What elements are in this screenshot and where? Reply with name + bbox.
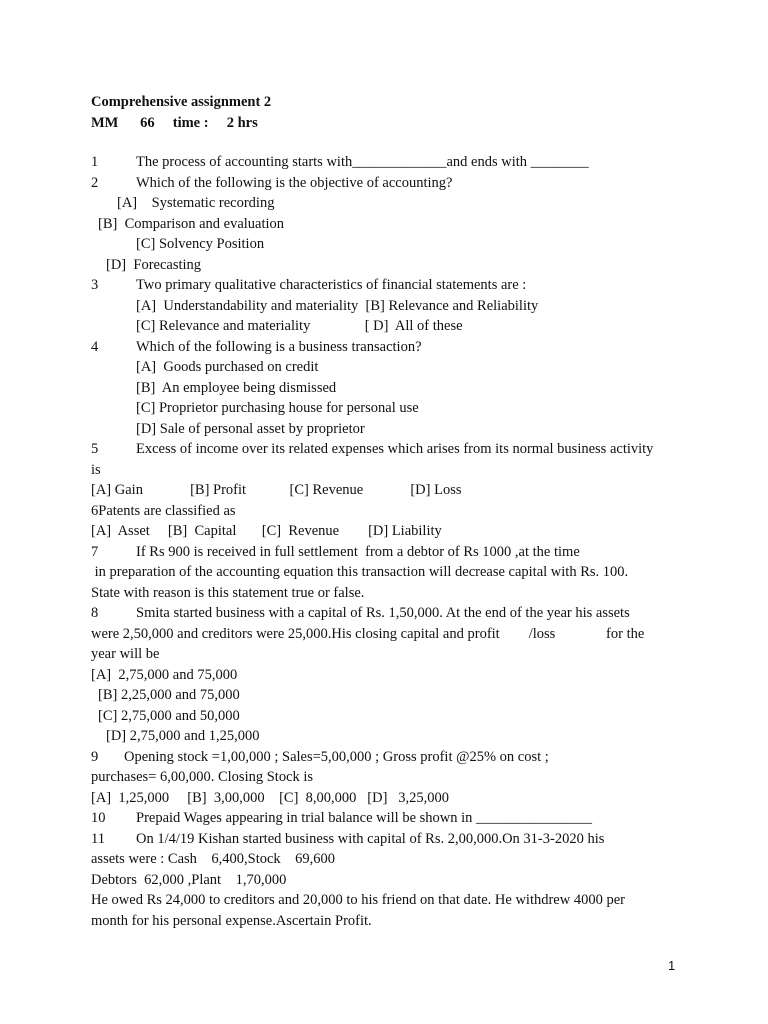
option-text: [B] An employee being dismissed (136, 380, 337, 396)
question-number: 10 (91, 810, 106, 826)
question-text: If Rs 900 is received in full settlement from a debtor of Rs 1000 ,at the time (136, 544, 580, 560)
option-text: [C] Proprietor purchasing house for personal use (136, 400, 419, 416)
assignment-title: Comprehensive assignment 2 (91, 94, 272, 110)
option-text: [A] Asset [B] Capital [C] Revenue [D] Liability (91, 523, 442, 539)
option-text: [A] Gain [B] Profit [C] Revenue [D] Loss (91, 482, 462, 498)
question-text: Which of the following is the objective of accounting? (136, 175, 453, 191)
question-number: 4 (91, 339, 99, 355)
question-text: assets were : Cash 6,400,Stock 69,600 (91, 851, 336, 867)
marks-and-time: MM 66 time : 2 hrs (91, 115, 258, 131)
option-text: [A] Goods purchased on credit (136, 359, 319, 375)
question-text: Which of the following is a business transaction? (136, 339, 422, 355)
question-number: 7 (91, 544, 99, 560)
question-text: Smita started business with a capital of Rs. 1,50,000. At the end of the year his assets (136, 605, 630, 621)
question-text: He owed Rs 24,000 to creditors and 20,000 to his friend on that date. He withdrew 4000 per (91, 892, 625, 908)
question-text: month for his personal expense.Ascertain Profit. (91, 913, 372, 929)
question-number: 9 (91, 749, 99, 765)
question-number: 1 (91, 154, 99, 170)
question-text: is (91, 462, 101, 478)
question-number: 3 (91, 277, 99, 293)
option-text: [A] Understandability and materiality [B] Relevance and Reliability (136, 298, 539, 314)
question-number: 2 (91, 175, 99, 191)
option-text: [D] 2,75,000 and 1,25,000 (106, 728, 260, 744)
option-text: [B] 2,25,000 and 75,000 (98, 687, 240, 703)
question-text: year will be (91, 646, 160, 662)
question-text: in preparation of the accounting equation this transaction will decrease capital with Rs. 100. (91, 564, 629, 580)
option-text: [C] Relevance and materiality [ D] All of these (136, 318, 463, 334)
question-text: 6Patents are classified as (91, 503, 236, 519)
option-text: [D] Sale of personal asset by proprietor (136, 421, 365, 437)
question-text: were 2,50,000 and creditors were 25,000.His closing capital and profit /loss for the (91, 626, 645, 642)
option-text: [A] 2,75,000 and 75,000 (91, 667, 238, 683)
question-text: Opening stock =1,00,000 ; Sales=5,00,000 ; Gross profit @25% on cost ; (124, 749, 549, 765)
option-text: [D] Forecasting (106, 257, 202, 273)
question-text: Debtors 62,000 ,Plant 1,70,000 (91, 872, 287, 888)
option-text: [C] 2,75,000 and 50,000 (98, 708, 240, 724)
question-text: Excess of income over its related expenses which arises from its normal business activity (136, 441, 654, 457)
question-text: State with reason is this statement true or false. (91, 585, 365, 601)
question-text: purchases= 6,00,000. Closing Stock is (91, 769, 314, 785)
option-text: [A] 1,25,000 [B] 3,00,000 [C] 8,00,000 [D] 3,25,000 (91, 790, 450, 806)
question-text: Prepaid Wages appearing in trial balance will be shown in ________________ (136, 810, 593, 826)
question-number: 5 (91, 441, 99, 457)
question-number: 11 (91, 831, 105, 847)
question-text: The process of accounting starts with_____________and ends with ________ (136, 154, 589, 170)
page-number: 1 (668, 958, 676, 973)
option-text: [B] Comparison and evaluation (98, 216, 285, 232)
option-text: [A] Systematic recording (117, 195, 275, 211)
question-text: On 1/4/19 Kishan started business with capital of Rs. 2,00,000.On 31-3-2020 his (136, 831, 605, 847)
option-text: [C] Solvency Position (136, 236, 265, 252)
question-number: 8 (91, 605, 99, 621)
question-text: Two primary qualitative characteristics of financial statements are : (136, 277, 527, 293)
